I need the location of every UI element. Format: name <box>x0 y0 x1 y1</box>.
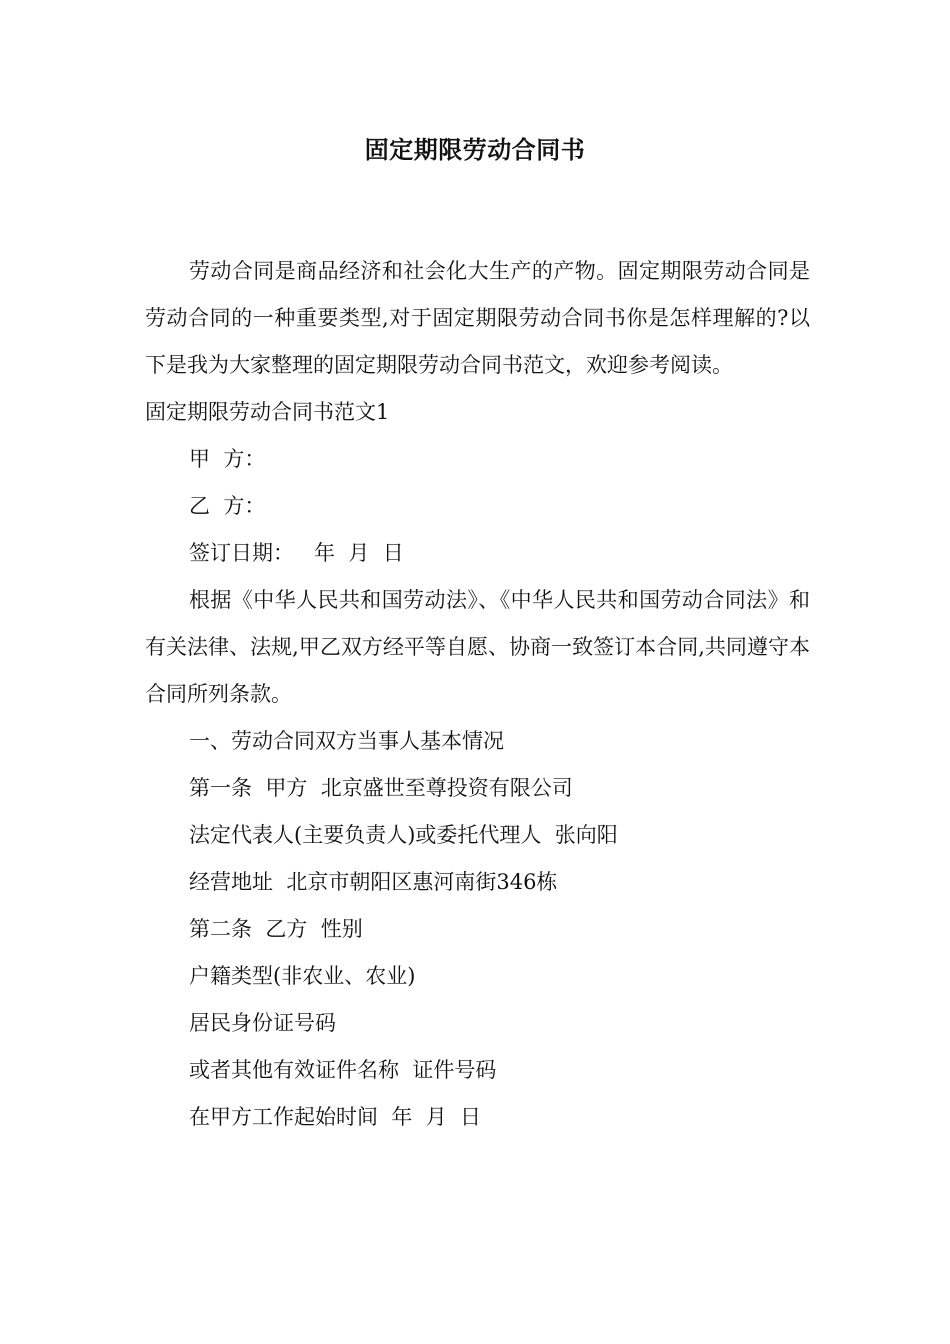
document-title: 固定期限劳动合同书 <box>364 136 586 164</box>
party-b-line: 乙 方： <box>189 494 266 518</box>
hukou-type-line: 户籍类型(非农业、农业) <box>189 964 416 988</box>
legal-representative-line: 法定代表人(主要负责人)或委托代理人 张向阳 <box>189 823 618 847</box>
business-address-line: 经营地址 北京市朝阳区惠河南街346栋 <box>189 870 558 894</box>
start-time-line: 在甲方工作起始时间 年 月 日 <box>189 1105 482 1129</box>
basis-paragraph: 根据《中华人民共和国劳动法》、《中华人民共和国劳动合同法》和有关法律、法规,甲乙双方经平等自愿、协商一致签订本合同,共同遵守本合同所列条款。 <box>145 588 810 706</box>
party-a-line: 甲 方： <box>189 447 266 471</box>
sign-date-line: 签订日期： 年 月 日 <box>189 541 404 565</box>
id-card-line: 居民身份证号码 <box>189 1011 336 1035</box>
other-id-line: 或者其他有效证件名称 证件号码 <box>189 1058 497 1082</box>
article-2-line: 第二条 乙方 性别 <box>189 917 363 941</box>
section-heading-1: 一、劳动合同双方当事人基本情况 <box>189 729 504 753</box>
document-body <box>145 248 810 1141</box>
sample-heading: 固定期限劳动合同书范文1 <box>145 400 390 424</box>
intro-paragraph: 劳动合同是商品经济和社会化大生产的产物。固定期限劳动合同是劳动合同的一种重要类型,对于固定期限劳动合同书你是怎样理解的?以下是我为大家整理的固定期限劳动合同书范文，欢迎参考阅读。 <box>145 259 810 377</box>
article-1-line: 第一条 甲方 北京盛世至尊投资有限公司 <box>189 776 573 800</box>
